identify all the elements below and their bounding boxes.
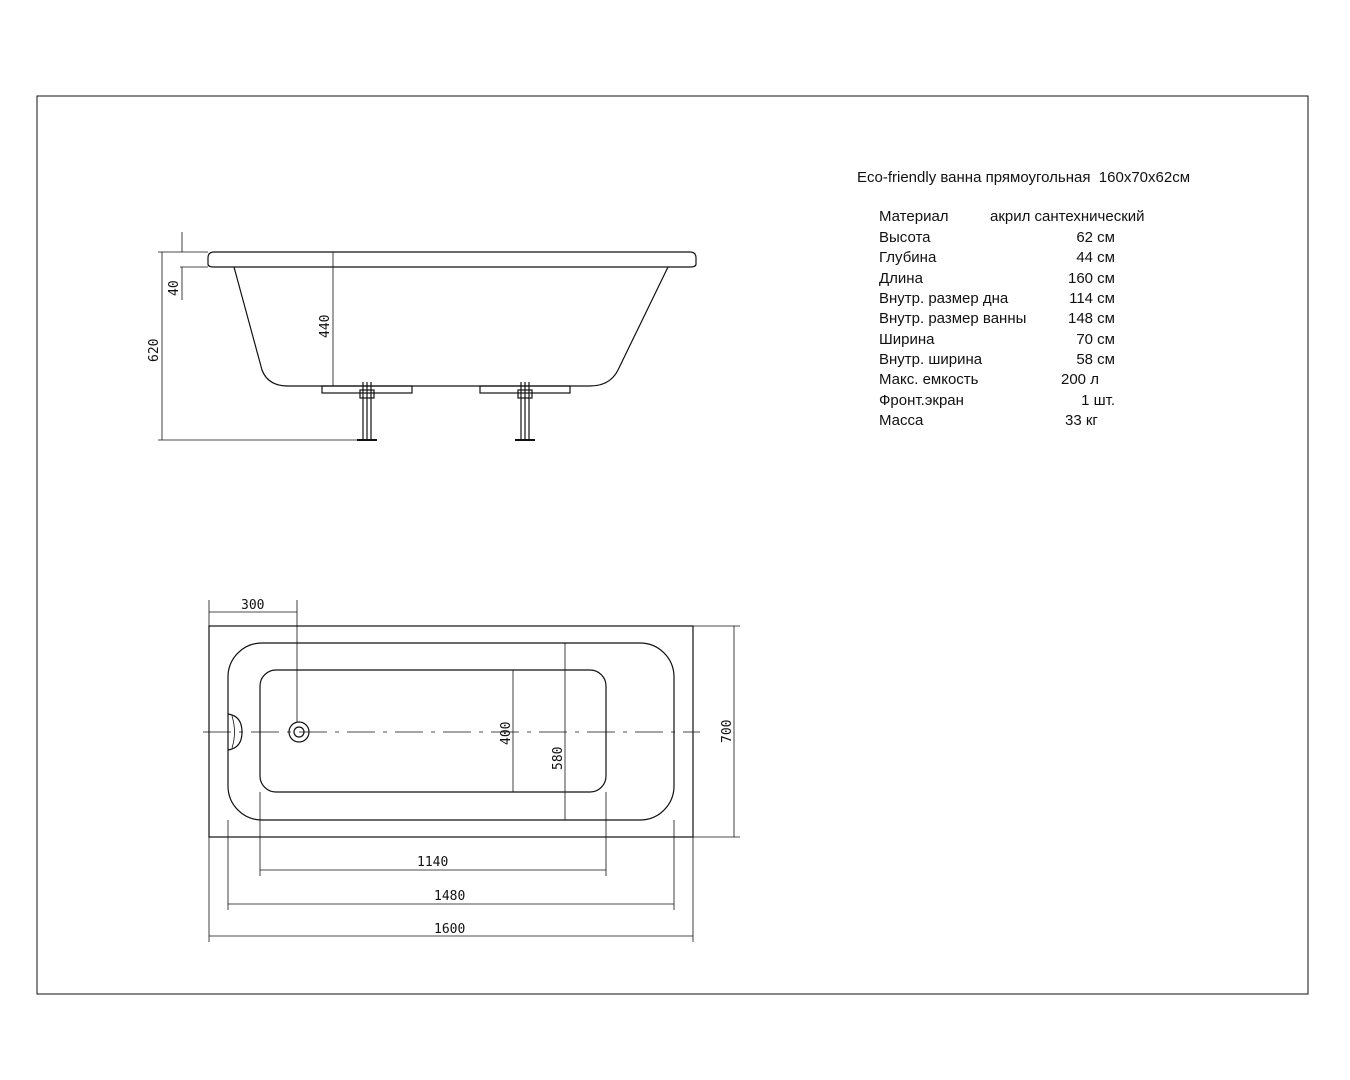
spec-label: Высота [879, 229, 931, 246]
spec-value: 58 см [1076, 351, 1115, 368]
dim-depth-label: 440 [318, 314, 333, 338]
spec-value: 200 л [1061, 371, 1099, 388]
bathtub-rim [208, 252, 696, 267]
spec-value: 33 кг [1065, 412, 1098, 429]
support-leg-right [515, 382, 535, 440]
dim-width-label: 700 [720, 719, 735, 743]
dim-inner-length-label: 1480 [434, 889, 466, 904]
spec-label: Материал [879, 208, 949, 225]
spec-label: Ширина [879, 331, 935, 348]
spec-label: Длина [879, 270, 923, 287]
bathtub-body [234, 267, 668, 386]
dim-height-label: 620 [147, 338, 162, 362]
spec-label: Внутр. размер ванны [879, 310, 1027, 327]
spec-label: Внутр. размер дна [879, 290, 1009, 307]
top-view [203, 600, 740, 942]
spec-label: Макс. емкость [879, 371, 979, 388]
top-outer-rim [209, 626, 693, 837]
top-bottom [260, 670, 606, 792]
dim-inner-bottom-width-label: 400 [499, 721, 514, 745]
product-title: Eco-friendly ванна прямоугольная 160x70x62см [857, 169, 1191, 186]
spec-label: Масса [879, 412, 924, 429]
dim-length-label: 1600 [434, 922, 466, 937]
dim-rim-label: 40 [167, 280, 182, 296]
spec-label: Фронт.экран [879, 392, 964, 409]
spec-table [879, 208, 1145, 429]
side-view [158, 232, 696, 440]
support-leg-left [357, 382, 377, 440]
spec-value: 44 см [1076, 249, 1115, 266]
dim-inner-width-label: 580 [551, 746, 566, 770]
dim-drain-offset-label: 300 [241, 598, 265, 613]
spec-label: Глубина [879, 249, 937, 266]
spec-value: 160 см [1067, 270, 1115, 287]
spec-value: акрил сантехнический [990, 208, 1145, 225]
spec-value: 148 см [1067, 310, 1115, 327]
dim-bottom-length-label: 1140 [417, 855, 449, 870]
spec-label: Внутр. ширина [879, 351, 983, 368]
spec-value: 62 см [1076, 229, 1115, 246]
spec-value: 114 см [1069, 290, 1115, 307]
spec-value: 70 см [1076, 331, 1115, 348]
spec-value: 1 шт. [1081, 392, 1115, 409]
